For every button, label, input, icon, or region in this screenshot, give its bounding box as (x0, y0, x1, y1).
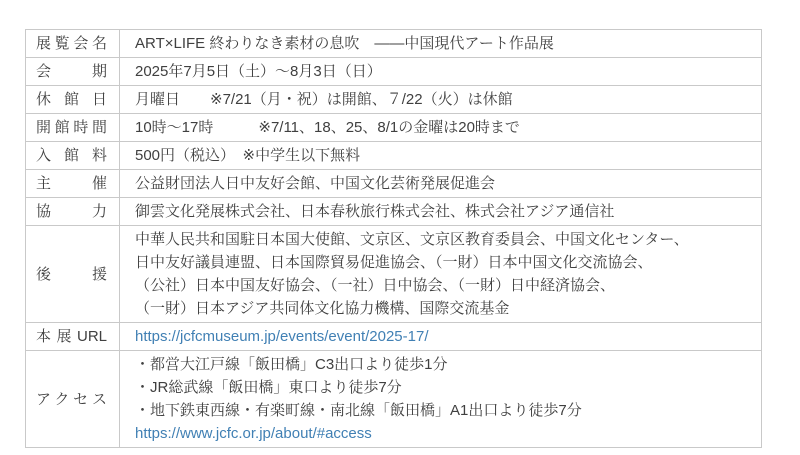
row-cooperation (26, 198, 762, 226)
exhibition-info-section (25, 29, 762, 448)
row-label-text: 主催 (36, 175, 107, 192)
row-value (120, 86, 762, 114)
row-label (26, 114, 120, 142)
row-organizer (26, 170, 762, 198)
row-admission (26, 142, 762, 170)
row-exhibition-name (26, 30, 762, 58)
row-label-text: 後援 (36, 265, 107, 283)
dates-text: 2025年7月5日（土）〜8月3日（日） (135, 63, 382, 80)
row-value (120, 30, 762, 58)
row-label-text: 会期 (36, 63, 107, 80)
row-value (120, 323, 762, 351)
closed-days-text: 月曜日 ※7/21（月・祝）は開館、７/22（火）は休館 (135, 91, 513, 108)
row-label-text: 入館料 (36, 147, 107, 164)
access-line-3: ・地下鉄東西線・有楽町線・南北線「飯田橋」A1出口より徒歩7分 (135, 402, 582, 419)
row-label (26, 86, 120, 114)
support-line-4: （一財）日本アジア共同体文化協力機構、国際交流基金 (135, 300, 510, 317)
row-label (26, 226, 120, 323)
row-opening-hours (26, 114, 762, 142)
row-value (120, 142, 762, 170)
row-value (120, 114, 762, 142)
support-line-2: 日中友好議員連盟、日本国際貿易促進協会、（一財）日本中国文化交流協会、 (135, 254, 653, 271)
organizer-text: 公益財団法人日中友好会館、中国文化芸術発展促進会 (135, 175, 496, 192)
row-label-text: アクセス (36, 390, 107, 408)
row-value (120, 226, 762, 323)
opening-hours-text: 10時〜17時 ※7/11、18、25、8/1の金曜は20時まで (135, 119, 520, 136)
row-value (120, 351, 762, 448)
row-access (26, 351, 762, 448)
row-label (26, 170, 120, 198)
exhibition-title-text: ART×LIFE 終わりなき素材の息吹 ――中国現代アート作品展 (135, 35, 554, 52)
exhibition-url-link[interactable]: https://jcfcmuseum.jp/events/event/2025-17/ (135, 328, 429, 345)
support-line-1: 中華人民共和国駐日本国大使館、文京区、文京区教育委員会、中国文化センター、 (135, 231, 689, 248)
access-line-1: ・都営大江戸線「飯田橋」C3出口より徒歩1分 (135, 356, 448, 373)
row-label-text: 本展URL (36, 328, 107, 345)
cooperation-text: 御雲文化発展株式会社、日本春秋旅行株式会社、株式会社アジア通信社 (135, 203, 615, 220)
row-event-url (26, 323, 762, 351)
row-support (26, 226, 762, 323)
row-label-text: 休館日 (36, 91, 107, 108)
access-line-2: ・JR総武線「飯田橋」東口より徒歩7分 (135, 379, 402, 396)
row-value (120, 198, 762, 226)
access-url-link[interactable]: https://www.jcfc.or.jp/about/#access (135, 425, 372, 442)
row-label (26, 351, 120, 448)
row-label (26, 30, 120, 58)
row-closed-days (26, 86, 762, 114)
row-label-text: 展覧会名 (36, 35, 107, 52)
row-label (26, 58, 120, 86)
exhibition-info-table (25, 29, 762, 448)
row-label (26, 142, 120, 170)
row-value (120, 170, 762, 198)
row-label-text: 協力 (36, 203, 107, 220)
row-label-text: 開館時間 (36, 119, 107, 136)
row-value (120, 58, 762, 86)
row-label (26, 323, 120, 351)
row-dates (26, 58, 762, 86)
admission-text: 500円（税込） ※中学生以下無料 (135, 147, 361, 164)
row-label (26, 198, 120, 226)
support-line-3: （公社）日本中国友好協会、（一社）日中協会、（一財）日中経済協会、 (135, 277, 616, 294)
